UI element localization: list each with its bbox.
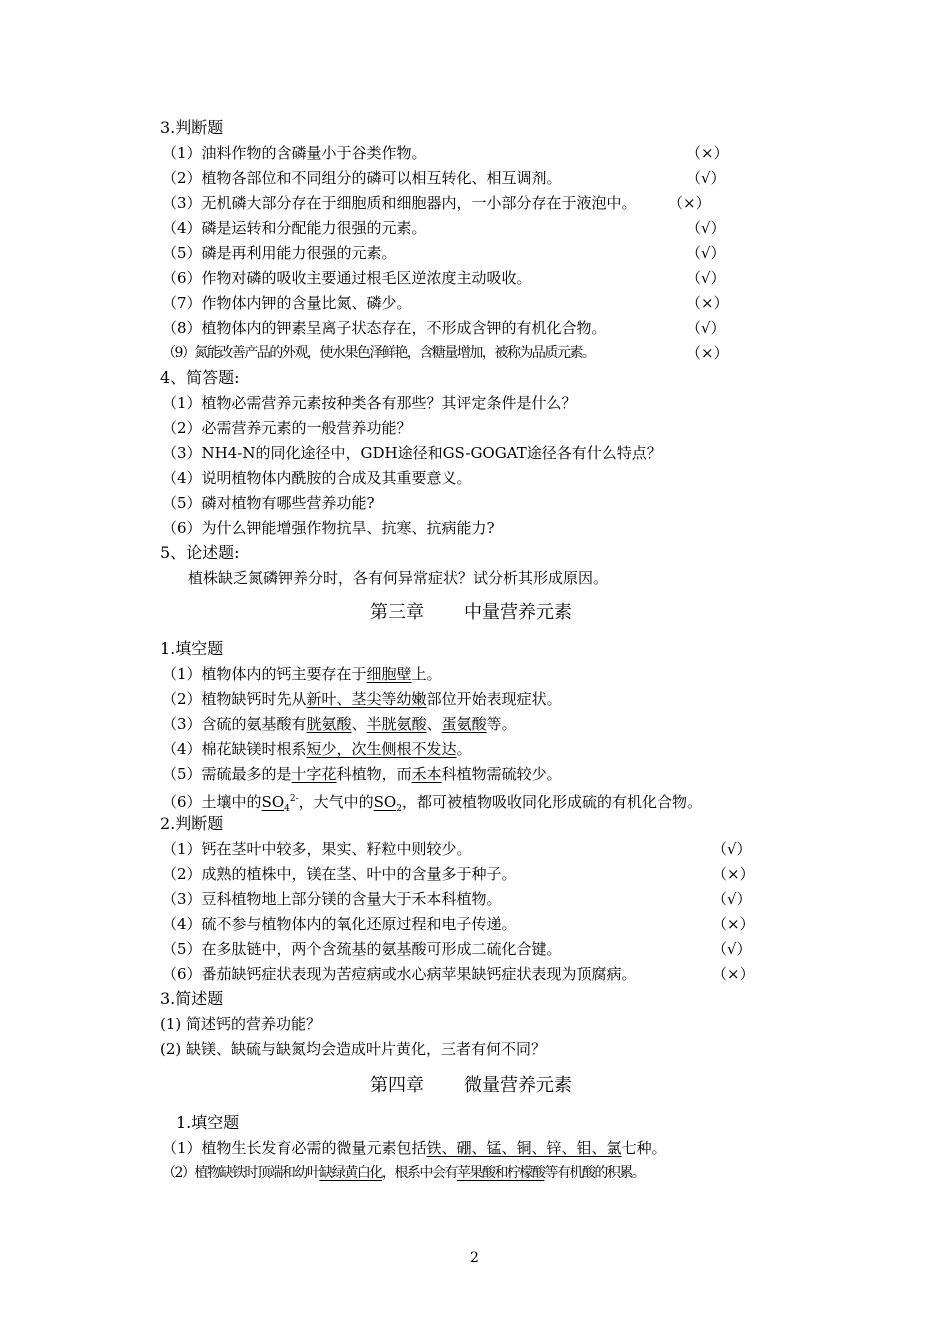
judge-item: （3）无机磷大部分存在于细胞质和细胞器内，一小部分存在于液泡中。 [162, 194, 637, 212]
fill-item [162, 689, 562, 709]
fill-text: （5）需硫最多的是 [162, 765, 292, 783]
judge-answer: （×） [712, 915, 755, 933]
fill-text: （1）植物体内的钙主要存在于 [162, 665, 367, 683]
question-item: （4）说明植物体内酰胺的合成及其重要意义。 [162, 469, 472, 487]
fill-item [162, 1163, 644, 1183]
fill-item [162, 714, 517, 734]
chapter-number: 第四章 [370, 1075, 424, 1096]
question-item: （3）NH4-N的同化途径中，GDH途径和GS-GOGAT途径各有什么特点？ [162, 444, 662, 462]
fill-text: （6）土壤中的 [162, 793, 262, 811]
question-item: (2) 缺镁、缺硫与缺氮均会造成叶片黄化，三者有何不同？ [160, 1040, 547, 1058]
question-item: （2）必需营养元素的一般营养功能？ [162, 419, 412, 437]
fill-text: 上。 [411, 665, 442, 683]
fill-text: ，大气中的 [298, 793, 374, 811]
fill-text: 。 [456, 740, 472, 758]
judge-item: （4）磷是运转和分配能力很强的元素。 [162, 219, 427, 237]
fill-text: （3）含硫的氨基酸有 [162, 715, 307, 733]
question-item: （1）植物必需营养元素按种类各有那些？其评定条件是什么？ [162, 394, 577, 412]
judge-answer: （√） [712, 940, 752, 958]
fill-answer: 禾本 [411, 765, 442, 783]
judge-answer: （√） [712, 840, 752, 858]
judge-answer: （×） [686, 294, 729, 312]
judge-item: （7）作物体内钾的含量比氮、磷少。 [162, 294, 412, 312]
fill-answer: 缺绿黄白化 [319, 1165, 382, 1181]
chapter-heading-4 [370, 1074, 572, 1098]
fill-text: 、 [351, 715, 367, 733]
judge-answer: （√） [686, 169, 726, 187]
fill-item [162, 664, 442, 684]
judge-answer: （√） [686, 319, 726, 337]
fill-text: （4）棉花缺镁时根系 [162, 740, 307, 758]
fill-text: （2）植物缺铁时顶端和幼叶 [162, 1165, 320, 1181]
chapter-heading-3 [370, 601, 572, 625]
question-item: (1) 简述钙的营养功能？ [160, 1015, 322, 1033]
fill-text: ，都可被植物吸收同化形成硫的有机化合物。 [401, 793, 702, 811]
section-title-judge: 2.判断题 [160, 814, 224, 833]
judge-answer: （√） [686, 219, 726, 237]
section-title-essay: 5、论述题: [160, 543, 240, 562]
fill-answer: 半胱氨酸 [366, 715, 427, 733]
fill-text: ，根系中会有 [381, 1165, 457, 1181]
judge-item: （5）在多肽链中，两个含巯基的氨基酸可形成二硫化合键。 [162, 940, 562, 958]
fill-text: 部位开始表现症状。 [426, 690, 562, 708]
judge-item: （4）硫不参与植物体内的氧化还原过程和电子传递。 [162, 915, 517, 933]
judge-item: （2）植物各部位和不同组分的磷可以相互转化、相互调剂。 [162, 169, 562, 187]
fill-item [162, 789, 702, 819]
fill-answer: SO [261, 793, 285, 811]
judge-answer: （√） [686, 269, 726, 287]
judge-item: （8）植物体内的钾素呈离子状态存在，不形成含钾的有机化合物。 [162, 319, 607, 337]
judge-item: （1）油料作物的含磷量小于谷类作物。 [162, 144, 427, 162]
fill-answer: 短少，次生侧根不发达 [306, 740, 457, 758]
section-title-judge: 3.判断题 [160, 118, 224, 137]
section-title-brief: 3.简述题 [160, 989, 224, 1008]
fill-text: （1）植物生长发育必需的微量元素包括 [162, 1139, 427, 1157]
fill-item [162, 739, 472, 759]
question-item: （6）为什么钾能增强作物抗旱、抗寒、抗病能力? [162, 519, 495, 537]
judge-item: （1）钙在茎叶中较多，果实、籽粒中则较少。 [162, 840, 472, 858]
fill-text: 科植物需硫较少。 [441, 765, 562, 783]
fill-answer: 新叶、茎尖等幼嫩 [306, 690, 427, 708]
fill-answer: 胱氨酸 [306, 715, 352, 733]
section-title-fill: 1.填空题 [176, 1113, 240, 1132]
fill-answer: SO [373, 793, 397, 811]
judge-item: （2）成熟的植株中，镁在茎、叶中的含量多于种子。 [162, 865, 517, 883]
judge-answer: （×） [686, 344, 729, 362]
fill-answer: 细胞壁 [366, 665, 412, 683]
subscript: 4 [284, 804, 290, 814]
fill-answer: 十字花 [291, 765, 337, 783]
fill-text: 等。 [486, 715, 517, 733]
section-title-short-answer: 4、简答题: [160, 368, 240, 387]
judge-item: （5）磷是再利用能力很强的元素。 [162, 244, 397, 262]
fill-item [162, 1138, 667, 1158]
essay-question: 植株缺乏氮磷钾养分时，各有何异常症状？试分析其形成原因。 [188, 569, 609, 587]
fill-answer: 铁、硼、锰、铜、锌、钼、氯 [426, 1139, 622, 1157]
judge-answer: （×） [712, 865, 755, 883]
fill-text: 科植物，而 [336, 765, 412, 783]
subscript: 2 [396, 804, 402, 814]
fill-text: 等有机酸的积累。 [544, 1165, 645, 1181]
judge-item: （9）氮能改善产品的外观，使水果色泽鲜艳，含糖量增加，被称为品质元素。 [162, 345, 595, 361]
judge-answer: （×） [712, 965, 755, 983]
chapter-title: 微量营养元素 [464, 1075, 572, 1096]
fill-text: （2）植物缺钙时先从 [162, 690, 307, 708]
section-title-fill: 1.填空题 [160, 639, 224, 658]
judge-answer: （×） [686, 144, 729, 162]
chapter-number: 第三章 [370, 602, 424, 623]
fill-item [162, 764, 562, 784]
fill-answer: 苹果酸和柠檬酸 [456, 1165, 545, 1181]
judge-answer: （√） [712, 890, 752, 908]
question-item: （5）磷对植物有哪些营养功能? [162, 494, 375, 512]
fill-text: 、 [426, 715, 442, 733]
judge-item: （3）豆科植物地上部分镁的含量大于禾本科植物。 [162, 890, 502, 908]
fill-answer: 蛋氨酸 [441, 715, 487, 733]
fill-text: 七种。 [621, 1139, 667, 1157]
judge-answer: （×） [668, 194, 711, 212]
judge-answer: （√） [686, 244, 726, 262]
judge-item: （6）作物对磷的吸收主要通过根毛区逆浓度主动吸收。 [162, 269, 532, 287]
judge-item: （6）番茄缺钙症状表现为苦痘病或水心病苹果缺钙症状表现为顶腐病。 [162, 965, 637, 983]
chapter-title: 中量营养元素 [464, 602, 572, 623]
page-number: 2 [470, 1250, 479, 1266]
superscript: 2- [289, 794, 299, 804]
